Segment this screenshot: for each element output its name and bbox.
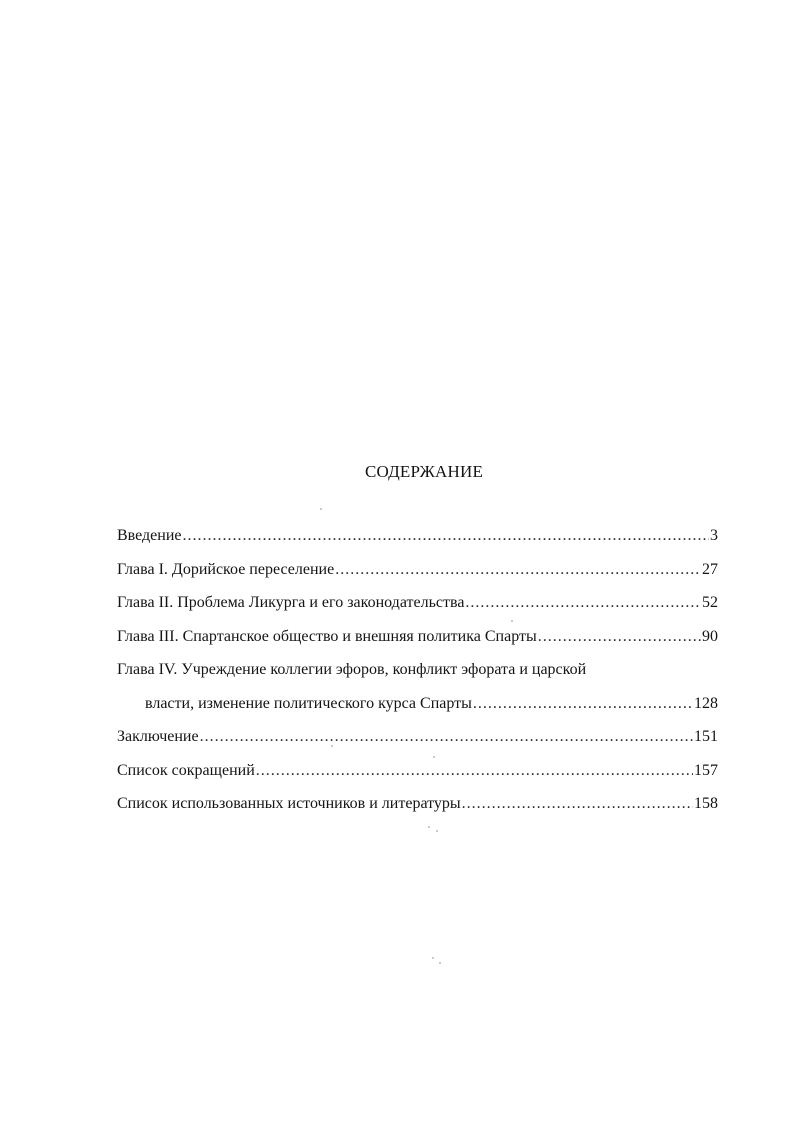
toc-page-number: 52: [702, 594, 718, 611]
toc-page-number: 3: [710, 527, 718, 544]
toc-entry-label: Список использованных источников и литературы: [117, 795, 461, 812]
toc-entry-label: Заключение: [117, 728, 199, 745]
toc-entry-chapter-2[interactable]: [117, 594, 718, 628]
toc-page-number: 151: [694, 728, 718, 745]
toc-entry-chapter-4-line-1[interactable]: [117, 661, 718, 695]
toc-entry-bibliography[interactable]: [117, 795, 718, 829]
page-title: СОДЕРЖАНИЕ: [364, 462, 484, 481]
dot-leader: [256, 762, 693, 780]
toc-page-number: 27: [702, 560, 718, 578]
scan-speck: [320, 508, 322, 510]
toc-page-number: 158: [694, 795, 718, 812]
table-of-contents: [117, 527, 718, 829]
toc-entry-chapter-3[interactable]: [117, 628, 718, 662]
toc-entry-label: Глава IV. Учреждение коллегии эфоров, конфликт эфората и царской: [117, 661, 587, 678]
dot-leader: [335, 561, 701, 579]
toc-page-number: 90: [702, 627, 718, 645]
dot-leader: [183, 527, 710, 545]
toc-entry-label: Список сокращений: [117, 761, 255, 779]
dot-leader: [200, 728, 693, 746]
toc-page-number: 128: [694, 694, 718, 712]
toc-entry-chapter-4-line-2[interactable]: [117, 695, 718, 729]
toc-entry-label: власти, изменение политического курса Спарты: [145, 694, 472, 712]
toc-entry-label: Глава III. Спартанское общество и внешняя политика Спарты: [117, 627, 537, 645]
toc-page-number: 157: [694, 761, 718, 779]
toc-entry-label: Глава II. Проблема Ликурга и его законодательства: [117, 594, 465, 611]
toc-entry-abbreviations[interactable]: [117, 762, 718, 796]
dot-leader: [473, 695, 693, 713]
dot-leader: [462, 795, 693, 813]
scan-speck: [432, 957, 434, 959]
scan-speck: [439, 962, 441, 964]
dot-leader: [538, 628, 701, 646]
toc-entry-label: Введение: [117, 527, 182, 544]
toc-entry-introduction[interactable]: [117, 527, 718, 561]
dot-leader: [465, 594, 701, 612]
toc-entry-label: Глава I. Дорийское переселение: [117, 560, 335, 578]
scan-speck: [436, 830, 438, 832]
toc-entry-conclusion[interactable]: [117, 728, 718, 762]
toc-entry-chapter-1[interactable]: [117, 561, 718, 595]
